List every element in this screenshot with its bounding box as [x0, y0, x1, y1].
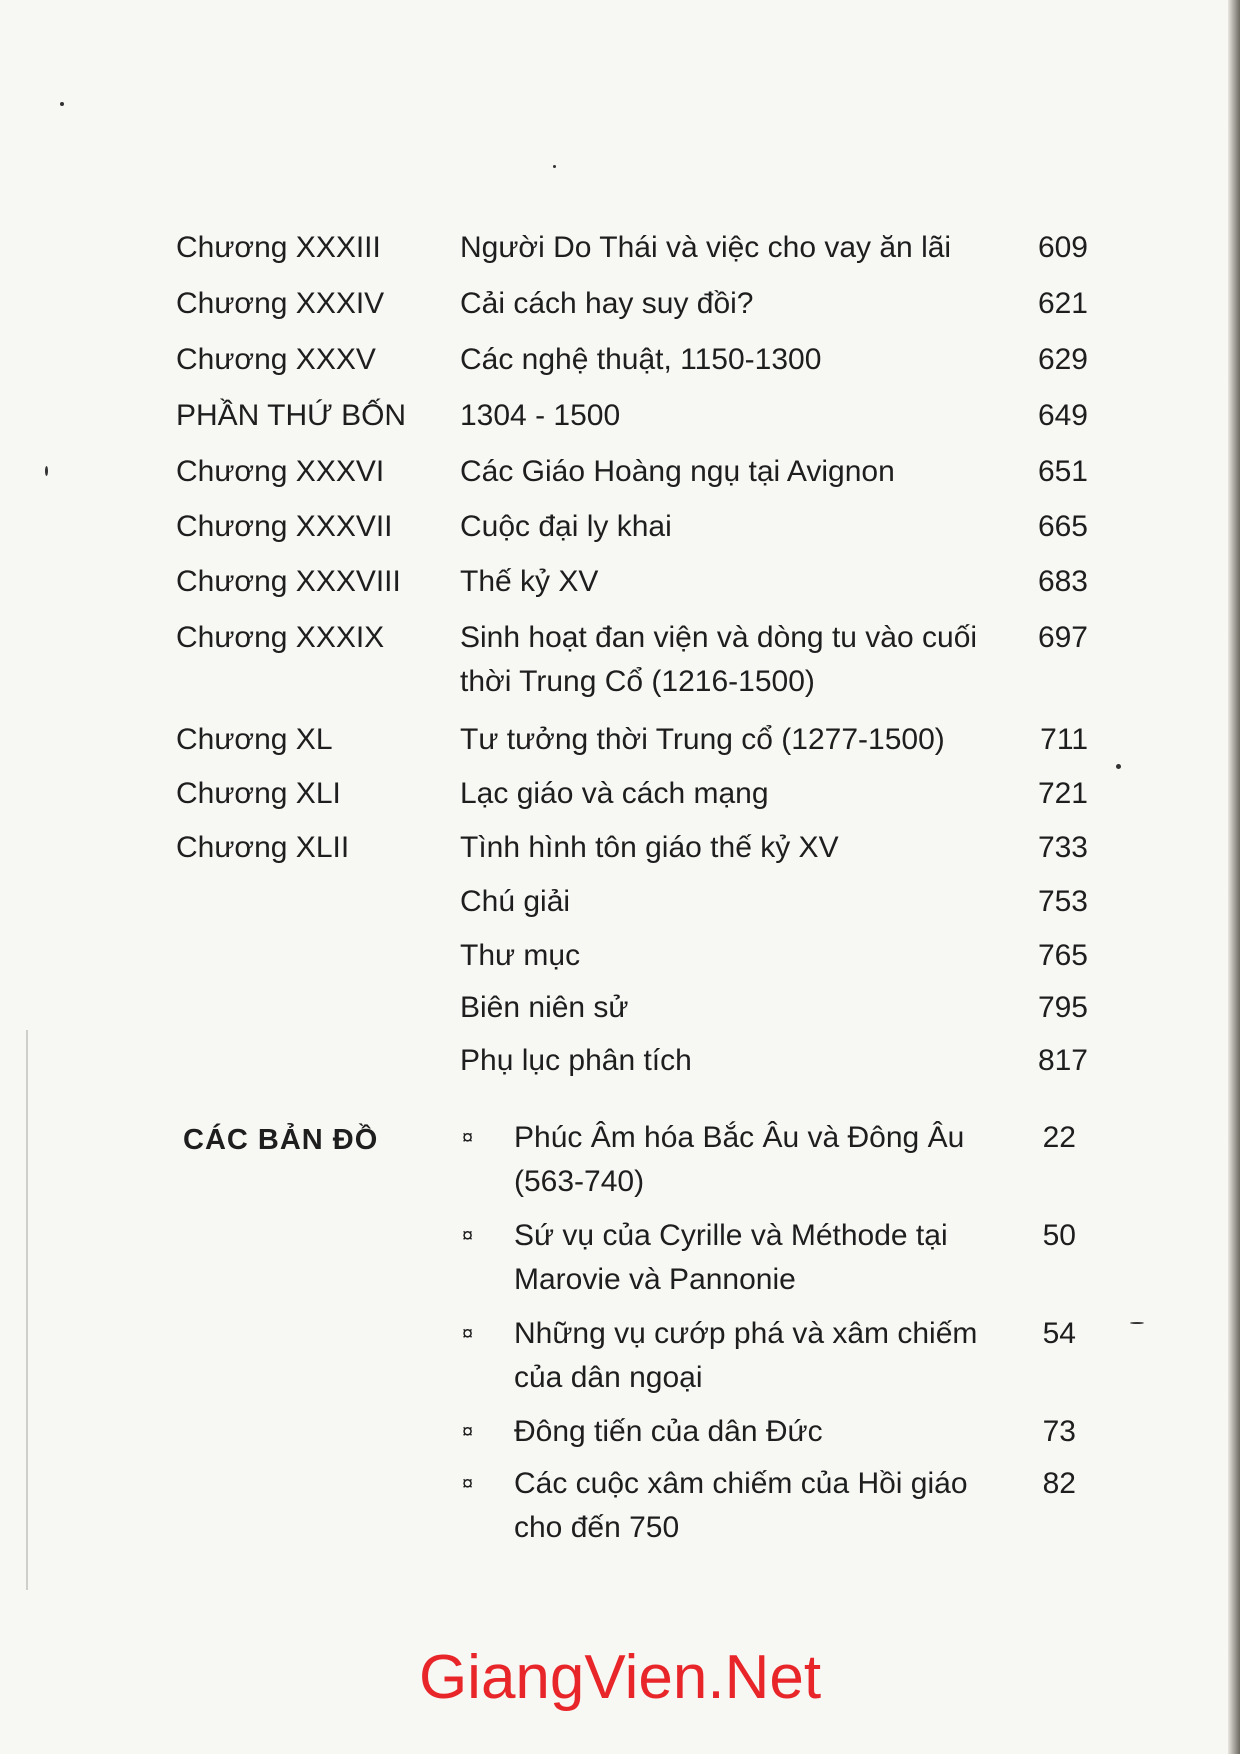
map-title: Những vụ cướp phá và xâm chiếm của dân ngoại — [514, 1317, 978, 1394]
chapter-label: Chương XXXVI — [176, 455, 385, 488]
maps-heading: CÁC BẢN ĐỒ — [183, 1124, 379, 1156]
chapter-title: Tình hình tôn giáo thế kỷ XV — [460, 831, 839, 864]
section-title: Chú giải — [460, 885, 571, 918]
page-number: 753 — [1037, 885, 1088, 918]
chapter-title: Các nghệ thuật, 1150-1300 — [460, 343, 822, 376]
page-number: 22 — [1042, 1121, 1076, 1154]
chapter-label: Chương XXXIX — [176, 621, 385, 654]
chapter-title: Cải cách hay suy đồi? — [460, 287, 754, 320]
scan-speck — [45, 466, 48, 476]
chapter-label: Chương XLII — [176, 831, 350, 864]
page-number: 733 — [1037, 831, 1088, 864]
scan-margin-line — [26, 1030, 28, 1590]
page-number: 817 — [1037, 1044, 1088, 1077]
section-title: Thư mục — [460, 939, 581, 972]
map-title: Phúc Âm hóa Bắc Âu và Đông Âu (563-740) — [514, 1121, 965, 1198]
bullet-icon: ¤ — [462, 1127, 474, 1149]
map-title: Sứ vụ của Cyrille và Méthode tại Marovie và Pannonie — [514, 1219, 948, 1296]
page-number: 721 — [1037, 777, 1088, 810]
page-number: 609 — [1037, 231, 1088, 264]
bullet-icon: ¤ — [462, 1473, 474, 1495]
page-number: 697 — [1037, 621, 1088, 654]
page-number: 665 — [1037, 510, 1088, 543]
chapter-label: Chương XXXVIII — [176, 565, 401, 598]
part-label: PHẦN THỨ BỐN — [176, 399, 407, 432]
section-title: Biên niên sử — [460, 991, 629, 1024]
chapter-label: Chương XXXVII — [176, 510, 393, 543]
page-number: 54 — [1042, 1317, 1076, 1350]
page-number: 649 — [1037, 399, 1088, 432]
page-number: 621 — [1037, 287, 1088, 320]
chapter-label: Chương XXXV — [176, 343, 376, 376]
bullet-icon: ¤ — [462, 1323, 474, 1345]
chapter-label: Chương XXXIII — [176, 231, 381, 264]
scan-speck — [60, 102, 64, 106]
page-number: 683 — [1037, 565, 1088, 598]
chapter-title: Tư tưởng thời Trung cổ (1277-1500) — [460, 723, 945, 756]
chapter-label: Chương XLI — [176, 777, 341, 810]
page-number: 711 — [1040, 723, 1088, 756]
bullet-icon: ¤ — [462, 1225, 474, 1247]
page-number: 629 — [1037, 343, 1088, 376]
page-edge-shadow — [1228, 0, 1240, 1754]
map-title: Đông tiến của dân Đức — [514, 1415, 823, 1448]
page-number: 795 — [1037, 991, 1088, 1024]
chapter-title: Cuộc đại ly khai — [460, 510, 672, 543]
scan-speck — [1130, 1322, 1144, 1324]
part-title: 1304 - 1500 — [460, 399, 621, 432]
bullet-icon: ¤ — [462, 1421, 474, 1443]
scan-speck — [1116, 764, 1121, 769]
page-number: 82 — [1042, 1467, 1076, 1500]
chapter-title: Thế kỷ XV — [460, 565, 599, 598]
page-number: 73 — [1042, 1415, 1076, 1448]
page-number: 50 — [1042, 1219, 1076, 1252]
chapter-title: Người Do Thái và việc cho vay ăn lãi — [460, 231, 952, 264]
page-number: 765 — [1037, 939, 1088, 972]
map-title: Các cuộc xâm chiếm của Hồi giáo cho đến 750 — [514, 1467, 968, 1544]
chapter-label: Chương XXXIV — [176, 287, 385, 320]
section-title: Phụ lục phân tích — [460, 1044, 692, 1077]
chapter-title: Lạc giáo và cách mạng — [460, 777, 769, 810]
page-number: 651 — [1037, 455, 1088, 488]
chapter-label: Chương XL — [176, 723, 333, 756]
watermark: GiangVien.Net — [418, 1643, 822, 1712]
scan-speck — [553, 165, 556, 168]
chapter-title: Sinh hoạt đan viện và dòng tu vào cuối thời Trung Cổ (1216-1500) — [460, 621, 978, 698]
chapter-title: Các Giáo Hoàng ngụ tại Avignon — [460, 455, 895, 488]
